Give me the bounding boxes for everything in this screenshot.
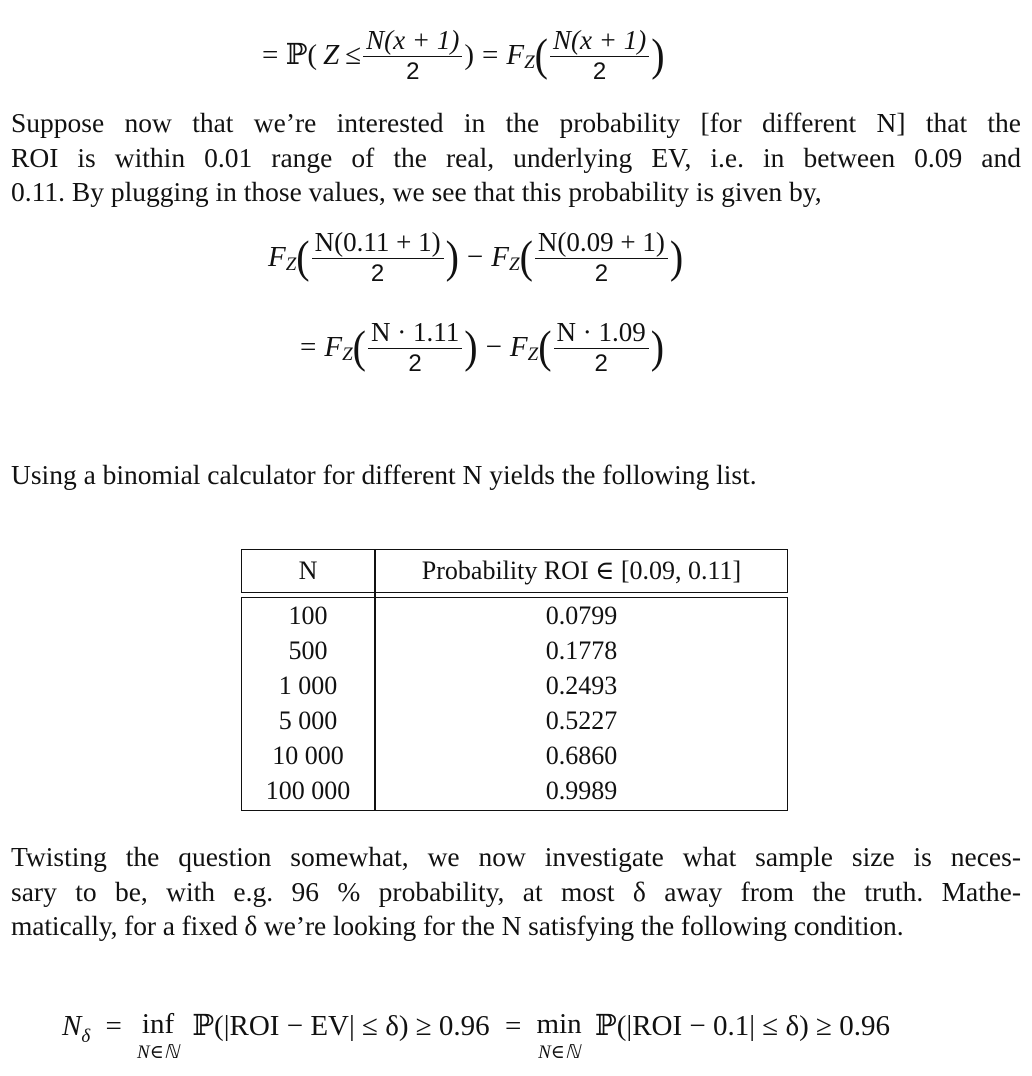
eq2-fz-b-sub: Z [509, 253, 520, 275]
eq1-fz-sub: Z [524, 51, 535, 73]
eq2-fz-a: F [268, 240, 286, 273]
eq1-frac-den: 2 [406, 58, 420, 86]
eq1-fraction [363, 26, 462, 84]
para3-line2: sary to be, with e.g. 96 % probability, at most δ away from the truth. Mathe- [11, 875, 1021, 907]
eq4-equals-2: = [504, 1010, 522, 1042]
eq3-minus: − [485, 330, 502, 363]
table-row-5-n: 10 000 [272, 741, 344, 770]
table-row-3-n: 1 000 [278, 671, 338, 700]
para3-line3: matically, for a fixed δ we’re looking for the N satisfying the following condition. [11, 910, 904, 941]
para2-line: Using a binomial calculator for different N yields the following list. [11, 459, 757, 490]
eq2-b-den: 2 [594, 260, 609, 288]
eq3-b-num: N · 1.09 [554, 318, 649, 349]
table-row-4-prob: 0.5227 [545, 706, 618, 735]
eq1-frac2-den: 2 [592, 58, 607, 86]
table-row-1-prob: 0.0799 [545, 601, 618, 630]
eq3-b-den: 2 [594, 350, 608, 378]
para1-line3: 0.11. By plugging in those values, we see that this probability is given by, [11, 176, 822, 207]
eq4-inf-under: N∈ℕ [137, 1042, 179, 1063]
eq1-equals: = [482, 38, 499, 71]
eq1-close: ) [464, 38, 475, 71]
eq3-fz-a: F [324, 330, 343, 363]
table-header-probability: Probability ROI ∈ [0.09, 0.11] [421, 556, 742, 585]
eq4-min [537, 1008, 582, 1062]
eq2-a-den: 2 [370, 260, 385, 288]
eq3-paren-b-close: ) [650, 320, 665, 373]
eq1-close-paren: ) [651, 28, 665, 81]
eq3-fz-b-sub: Z [527, 343, 539, 365]
eq4-lhs: N [62, 1010, 82, 1042]
para3-line1: Twisting the question somewhat, we now investigate what sample size is neces- [11, 841, 1021, 872]
eq4-inf-label: inf [141, 1008, 175, 1040]
eq3-a-den: 2 [408, 350, 422, 378]
eq4-min-under: N∈ℕ [538, 1042, 581, 1063]
table-row-6-n: 100 000 [265, 776, 351, 805]
eq2-fraction-a [312, 228, 444, 286]
eq2-paren-b-open: ( [519, 230, 533, 283]
eq3-paren-b-open: ( [538, 320, 552, 373]
eq2-paren-a-open: ( [296, 230, 310, 283]
eq2-fraction-b [535, 228, 668, 286]
equation-probability-z [262, 26, 665, 84]
table-row-4-n: 5 000 [278, 706, 338, 735]
eq3-fz-a-sub: Z [342, 343, 353, 365]
eq3-paren-a-open: ( [352, 320, 366, 373]
eq2-paren-a-close: ) [445, 230, 459, 283]
eq2-a-num: N(0.11 + 1) [312, 228, 444, 259]
eq2-fz-b: F [491, 240, 509, 273]
table-row-3-prob: 0.2493 [545, 671, 618, 700]
equation-fz-simplified [300, 318, 664, 376]
eq3-fraction-a [368, 318, 462, 376]
eq2-fz-a-sub: Z [285, 253, 297, 275]
table-row-2-prob: 0.1778 [545, 636, 618, 665]
eq2-paren-b-close: ) [669, 230, 684, 283]
paragraph-probability-intro [11, 106, 1021, 210]
equation-n-delta [62, 1008, 890, 1062]
eq1-frac2-num: N(x + 1) [550, 26, 649, 57]
para1-line2: ROI is within 0.01 range of the real, underlying EV, i.e. in between 0.09 and [11, 141, 1021, 173]
table-row-1-n: 100 [288, 601, 328, 630]
eq1-open-paren: ( [534, 28, 548, 81]
eq4-expr2: ℙ(|ROI − 0.1| ≤ δ) ≥ 0.96 [594, 1010, 890, 1042]
eq1-fz: F [506, 38, 525, 71]
eq1-frac-num: N(x + 1) [363, 26, 462, 57]
table-header-n: N [298, 556, 318, 585]
table-row-5-prob: 0.6860 [545, 741, 618, 770]
table-row-6-prob: 0.9989 [545, 776, 618, 805]
eq3-fz-b: F [509, 330, 528, 363]
eq1-z: Z [323, 38, 340, 71]
eq2-b-num: N(0.09 + 1) [535, 228, 668, 259]
eq1-fraction-2 [550, 26, 649, 84]
eq3-equals: = [300, 330, 317, 363]
eq3-paren-a-close: ) [464, 320, 478, 373]
eq4-inf [137, 1008, 179, 1062]
equation-fz-difference [268, 228, 683, 286]
probability-table [241, 549, 788, 811]
paragraph-binomial-calc [11, 458, 1021, 493]
eq4-expr1: ℙ(|ROI − EV| ≤ δ) ≥ 0.96 [192, 1010, 490, 1042]
eq4-lhs-sub: δ [81, 1026, 91, 1047]
eq4-min-label: min [536, 1008, 582, 1040]
eq4-equals: = [105, 1010, 122, 1042]
eq1-leq: ≤ [345, 38, 362, 71]
eq3-a-num: N · 1.11 [368, 318, 462, 349]
paragraph-sample-size [11, 840, 1021, 944]
para1-line1: Suppose now that we’re interested in the probability [for different N] that the [11, 107, 1021, 138]
table-row-2-n: 500 [288, 636, 328, 665]
eq2-minus: − [466, 240, 484, 273]
eq3-fraction-b [554, 318, 649, 376]
eq1-lead: = ℙ( [262, 38, 318, 71]
